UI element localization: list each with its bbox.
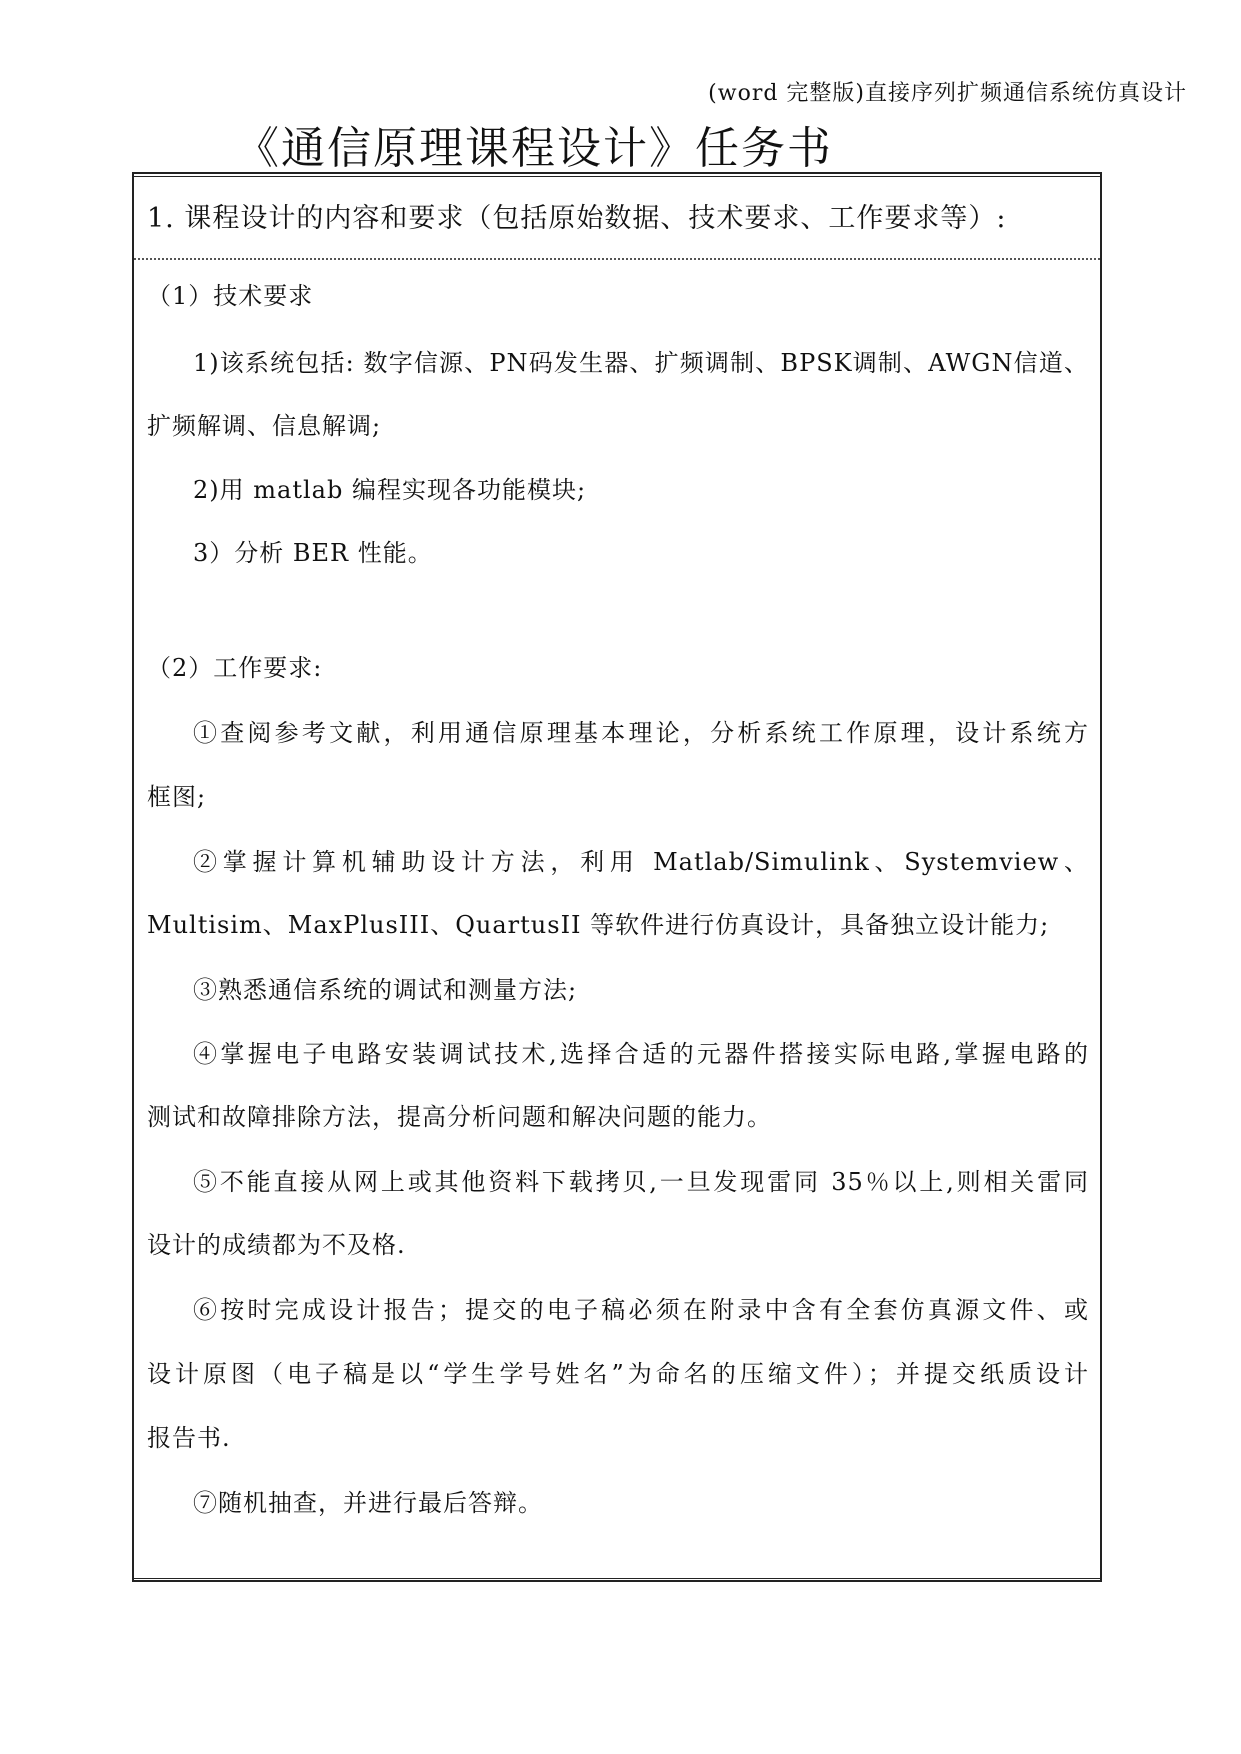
work-item-5-line-1: ⑤不能直接从网上或其他资料下载拷贝,一旦发现雷同 35％以上,则相关雷同 bbox=[193, 1168, 1089, 1196]
dotted-divider bbox=[134, 258, 1100, 260]
work-item-2-line-1: ②掌握计算机辅助设计方法，利用 Matlab/Simulink、Systemview、 bbox=[193, 848, 1089, 876]
tech-item-3: 3）分析 BER 性能。 bbox=[193, 539, 433, 567]
work-item-6-line-2: 设计原图（电子稿是以“学生学号姓名”为命名的压缩文件）；并提交纸质设计 bbox=[147, 1360, 1089, 1388]
tech-item-2: 2)用 matlab 编程实现各功能模块; bbox=[193, 476, 587, 504]
work-item-1-line-1: ①查阅参考文献，利用通信原理基本理论，分析系统工作原理，设计系统方 bbox=[193, 719, 1089, 747]
work-item-3: ③熟悉通信系统的调试和测量方法; bbox=[193, 976, 578, 1004]
section-heading: 1. 课程设计的内容和要求（包括原始数据、技术要求、工作要求等）: bbox=[147, 203, 1007, 234]
frame-double-line-bottom bbox=[132, 1578, 1102, 1579]
work-item-4-line-1: ④掌握电子电路安装调试技术,选择合适的元器件搭接实际电路,掌握电路的 bbox=[193, 1040, 1089, 1068]
tech-item-1-line-2: 扩频解调、信息解调; bbox=[147, 412, 382, 440]
work-requirements-heading: （2）工作要求: bbox=[147, 654, 323, 682]
frame-double-line-top bbox=[132, 176, 1102, 177]
work-item-2-line-2: Multisim、MaxPlusIII、QuartusII 等软件进行仿真设计，具备独立设计能力; bbox=[147, 911, 1050, 939]
work-item-6-line-3: 报告书. bbox=[147, 1424, 231, 1452]
header-note: (word 完整版)直接序列扩频通信系统仿真设计 bbox=[708, 81, 1187, 106]
work-item-4-line-2: 测试和故障排除方法，提高分析问题和解决问题的能力。 bbox=[147, 1103, 772, 1131]
work-item-5-line-2: 设计的成绩都为不及格. bbox=[147, 1231, 406, 1259]
work-item-6-line-1: ⑥按时完成设计报告；提交的电子稿必须在附录中含有全套仿真源文件、或 bbox=[193, 1296, 1089, 1324]
tech-requirements-heading: （1）技术要求 bbox=[147, 282, 314, 310]
document-title: 《通信原理课程设计》任务书 bbox=[235, 123, 833, 174]
tech-item-1-line-1: 1)该系统包括: 数字信源、PN码发生器、扩频调制、BPSK调制、AWGN信道、 bbox=[193, 349, 1089, 377]
work-item-7: ⑦随机抽查，并进行最后答辩。 bbox=[193, 1489, 543, 1517]
work-item-1-line-2: 框图; bbox=[147, 783, 207, 811]
